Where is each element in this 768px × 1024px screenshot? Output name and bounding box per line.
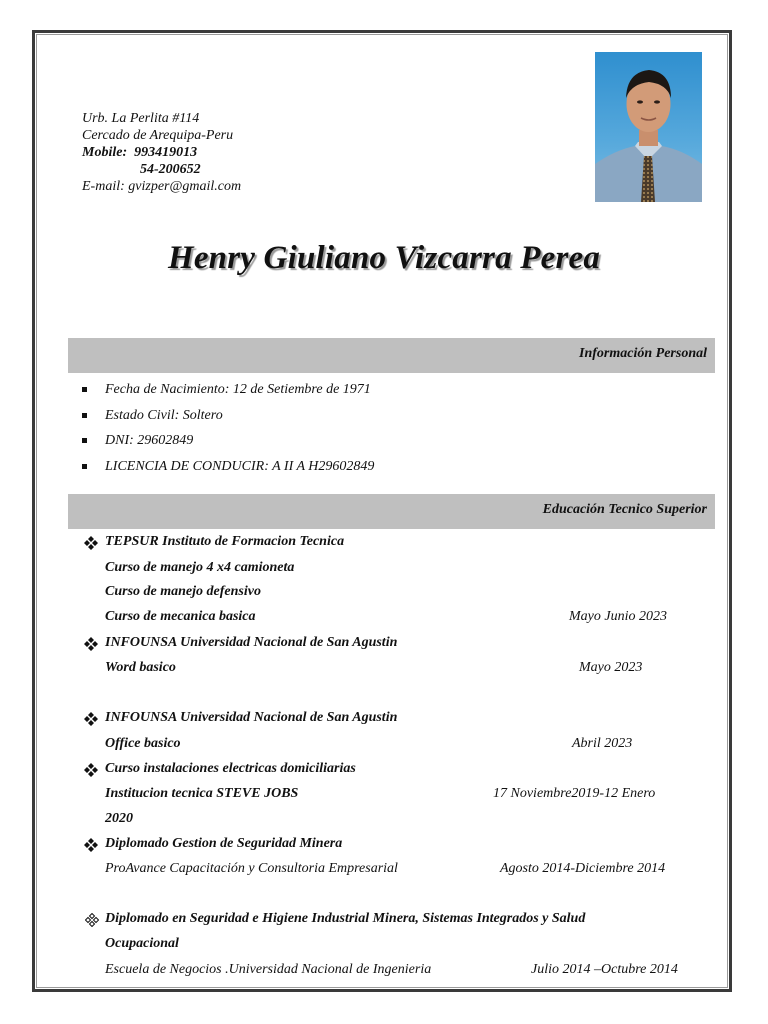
education-course: 2020 [105, 811, 133, 826]
personal-civil-status: Estado Civil: Soltero [105, 407, 223, 423]
education-course: Curso de manejo defensivo [105, 584, 261, 599]
mobile-number-1: 993419013 [134, 145, 198, 160]
four-diamond-bullet-icon [84, 763, 98, 777]
address-line-1: Urb. La Perlita #114 [82, 111, 200, 126]
education-course: Curso de manejo 4 x4 camioneta [105, 560, 295, 575]
section-title-personal: Información Personal [579, 346, 707, 361]
education-course: Ocupacional [105, 936, 179, 951]
education-institution: Diplomado Gestion de Seguridad Minera [105, 836, 343, 851]
education-institution: INFOUNSA Universidad Nacional de San Agustin [105, 635, 398, 650]
education-date: Julio 2014 –Octubre 2014 [531, 962, 678, 977]
education-institution: INFOUNSA Universidad Nacional de San Agustin [105, 710, 398, 725]
education-course: Curso de mecanica basica [105, 609, 256, 624]
education-date: Mayo Junio 2023 [569, 609, 667, 624]
education-course: Escuela de Negocios .Universidad Nacional de Ingenieria [105, 962, 432, 977]
personal-license: LICENCIA DE CONDUCIR: A II A H29602849 [105, 458, 375, 474]
four-diamond-bullet-icon [84, 637, 98, 651]
four-diamond-bullet-icon [84, 838, 98, 852]
education-course: Word basico [105, 660, 176, 675]
mobile-number-2: 54-200652 [140, 162, 201, 177]
four-diamond-bullet-icon [84, 712, 98, 726]
education-date: 17 Noviembre2019-12 Enero [493, 786, 656, 801]
address-line-2: Cercado de Arequipa-Peru [82, 128, 234, 143]
education-date: Abril 2023 [572, 736, 633, 751]
education-date: Agosto 2014-Diciembre 2014 [500, 861, 666, 876]
education-course: Office basico [105, 736, 181, 751]
education-institution: TEPSUR Instituto de Formacion Tecnica [105, 534, 345, 549]
four-diamond-outline-bullet-icon [85, 913, 99, 927]
education-course: Institucion tecnica STEVE JOBS [105, 786, 299, 801]
education-date: Mayo 2023 [579, 660, 643, 675]
personal-dni: DNI: 29602849 [105, 433, 194, 448]
section-title-education: Educación Tecnico Superior [542, 502, 707, 517]
mobile-label: Mobile: [82, 145, 128, 160]
personal-birthdate: Fecha de Nacimiento: 12 de Setiembre de 1971 [105, 382, 371, 397]
education-course: ProAvance Capacitación y Consultoria Empresarial [105, 861, 398, 876]
education-institution: Curso instalaciones electricas domiciliarias [105, 761, 356, 776]
four-diamond-bullet-icon [84, 536, 98, 550]
email-line: E-mail: gvizper@gmail.com [82, 179, 242, 194]
education-institution: Diplomado en Seguridad e Higiene Industrial Minera, Sistemas Integrados y Salud [105, 911, 586, 926]
candidate-name: Henry Giuliano Vizcarra Perea [167, 240, 601, 276]
